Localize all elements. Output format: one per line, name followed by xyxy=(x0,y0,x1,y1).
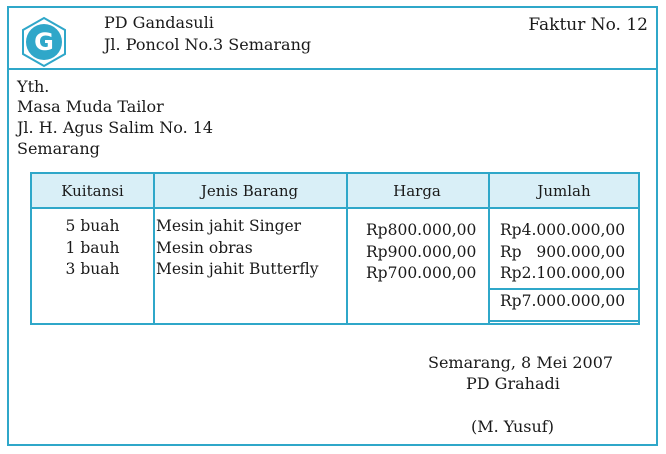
total-cell: Rp4.000.000,00 xyxy=(500,221,626,239)
item-cell: Mesin obras xyxy=(156,238,253,257)
item-cell: Mesin jahit Butterfly xyxy=(156,260,319,278)
qty-cell: 3 buah xyxy=(65,260,120,278)
column-divider xyxy=(153,174,155,323)
price-cell: Rp900.000,00 xyxy=(366,242,477,261)
total-cell: Rp2.100.000,00 xyxy=(500,264,626,282)
grand-total-divider xyxy=(488,288,640,290)
signature-company: PD Grahadi xyxy=(466,374,560,393)
header-jumlah: Jumlah xyxy=(537,182,591,200)
recipient-street: Jl. H. Agus Salim No. 14 xyxy=(17,118,214,137)
price-cell: Rp700.000,00 xyxy=(366,264,477,282)
item-column xyxy=(156,216,319,281)
price-column xyxy=(366,220,476,285)
invoice-table xyxy=(30,172,640,325)
company-address: Jl. Poncol No.3 Semarang xyxy=(104,35,312,54)
qty-cell: 1 bauh xyxy=(65,238,120,257)
total-cell: Rp 900.000,00 xyxy=(500,242,626,261)
header-harga: Harga xyxy=(393,182,441,200)
item-cell: Mesin jahit Singer xyxy=(156,217,302,235)
recipient-name: Masa Muda Tailor xyxy=(17,97,164,116)
grand-total: Rp7.000.000,00 xyxy=(500,292,626,310)
column-divider xyxy=(488,174,490,323)
recipient-salutation: Yth. xyxy=(17,77,50,96)
header-kuitansi: Kuitansi xyxy=(61,182,124,200)
qty-cell: 5 buah xyxy=(65,217,120,235)
signature-name: (M. Yusuf) xyxy=(471,417,554,436)
price-cell: Rp800.000,00 xyxy=(366,221,477,239)
signature-place-date: Semarang, 8 Mei 2007 xyxy=(428,353,614,372)
column-divider xyxy=(346,174,348,323)
company-logo-icon xyxy=(18,16,70,68)
recipient-city: Semarang xyxy=(17,139,100,158)
qty-column xyxy=(32,216,153,281)
table-header xyxy=(32,174,638,209)
header-jenis-barang: Jenis Barang xyxy=(200,182,299,200)
grand-total-underline xyxy=(488,320,640,322)
logo-letter: G xyxy=(34,28,54,56)
header-divider xyxy=(7,68,658,70)
total-column xyxy=(500,220,625,285)
invoice-number: Faktur No. 12 xyxy=(528,15,648,35)
company-name: PD Gandasuli xyxy=(104,13,214,32)
